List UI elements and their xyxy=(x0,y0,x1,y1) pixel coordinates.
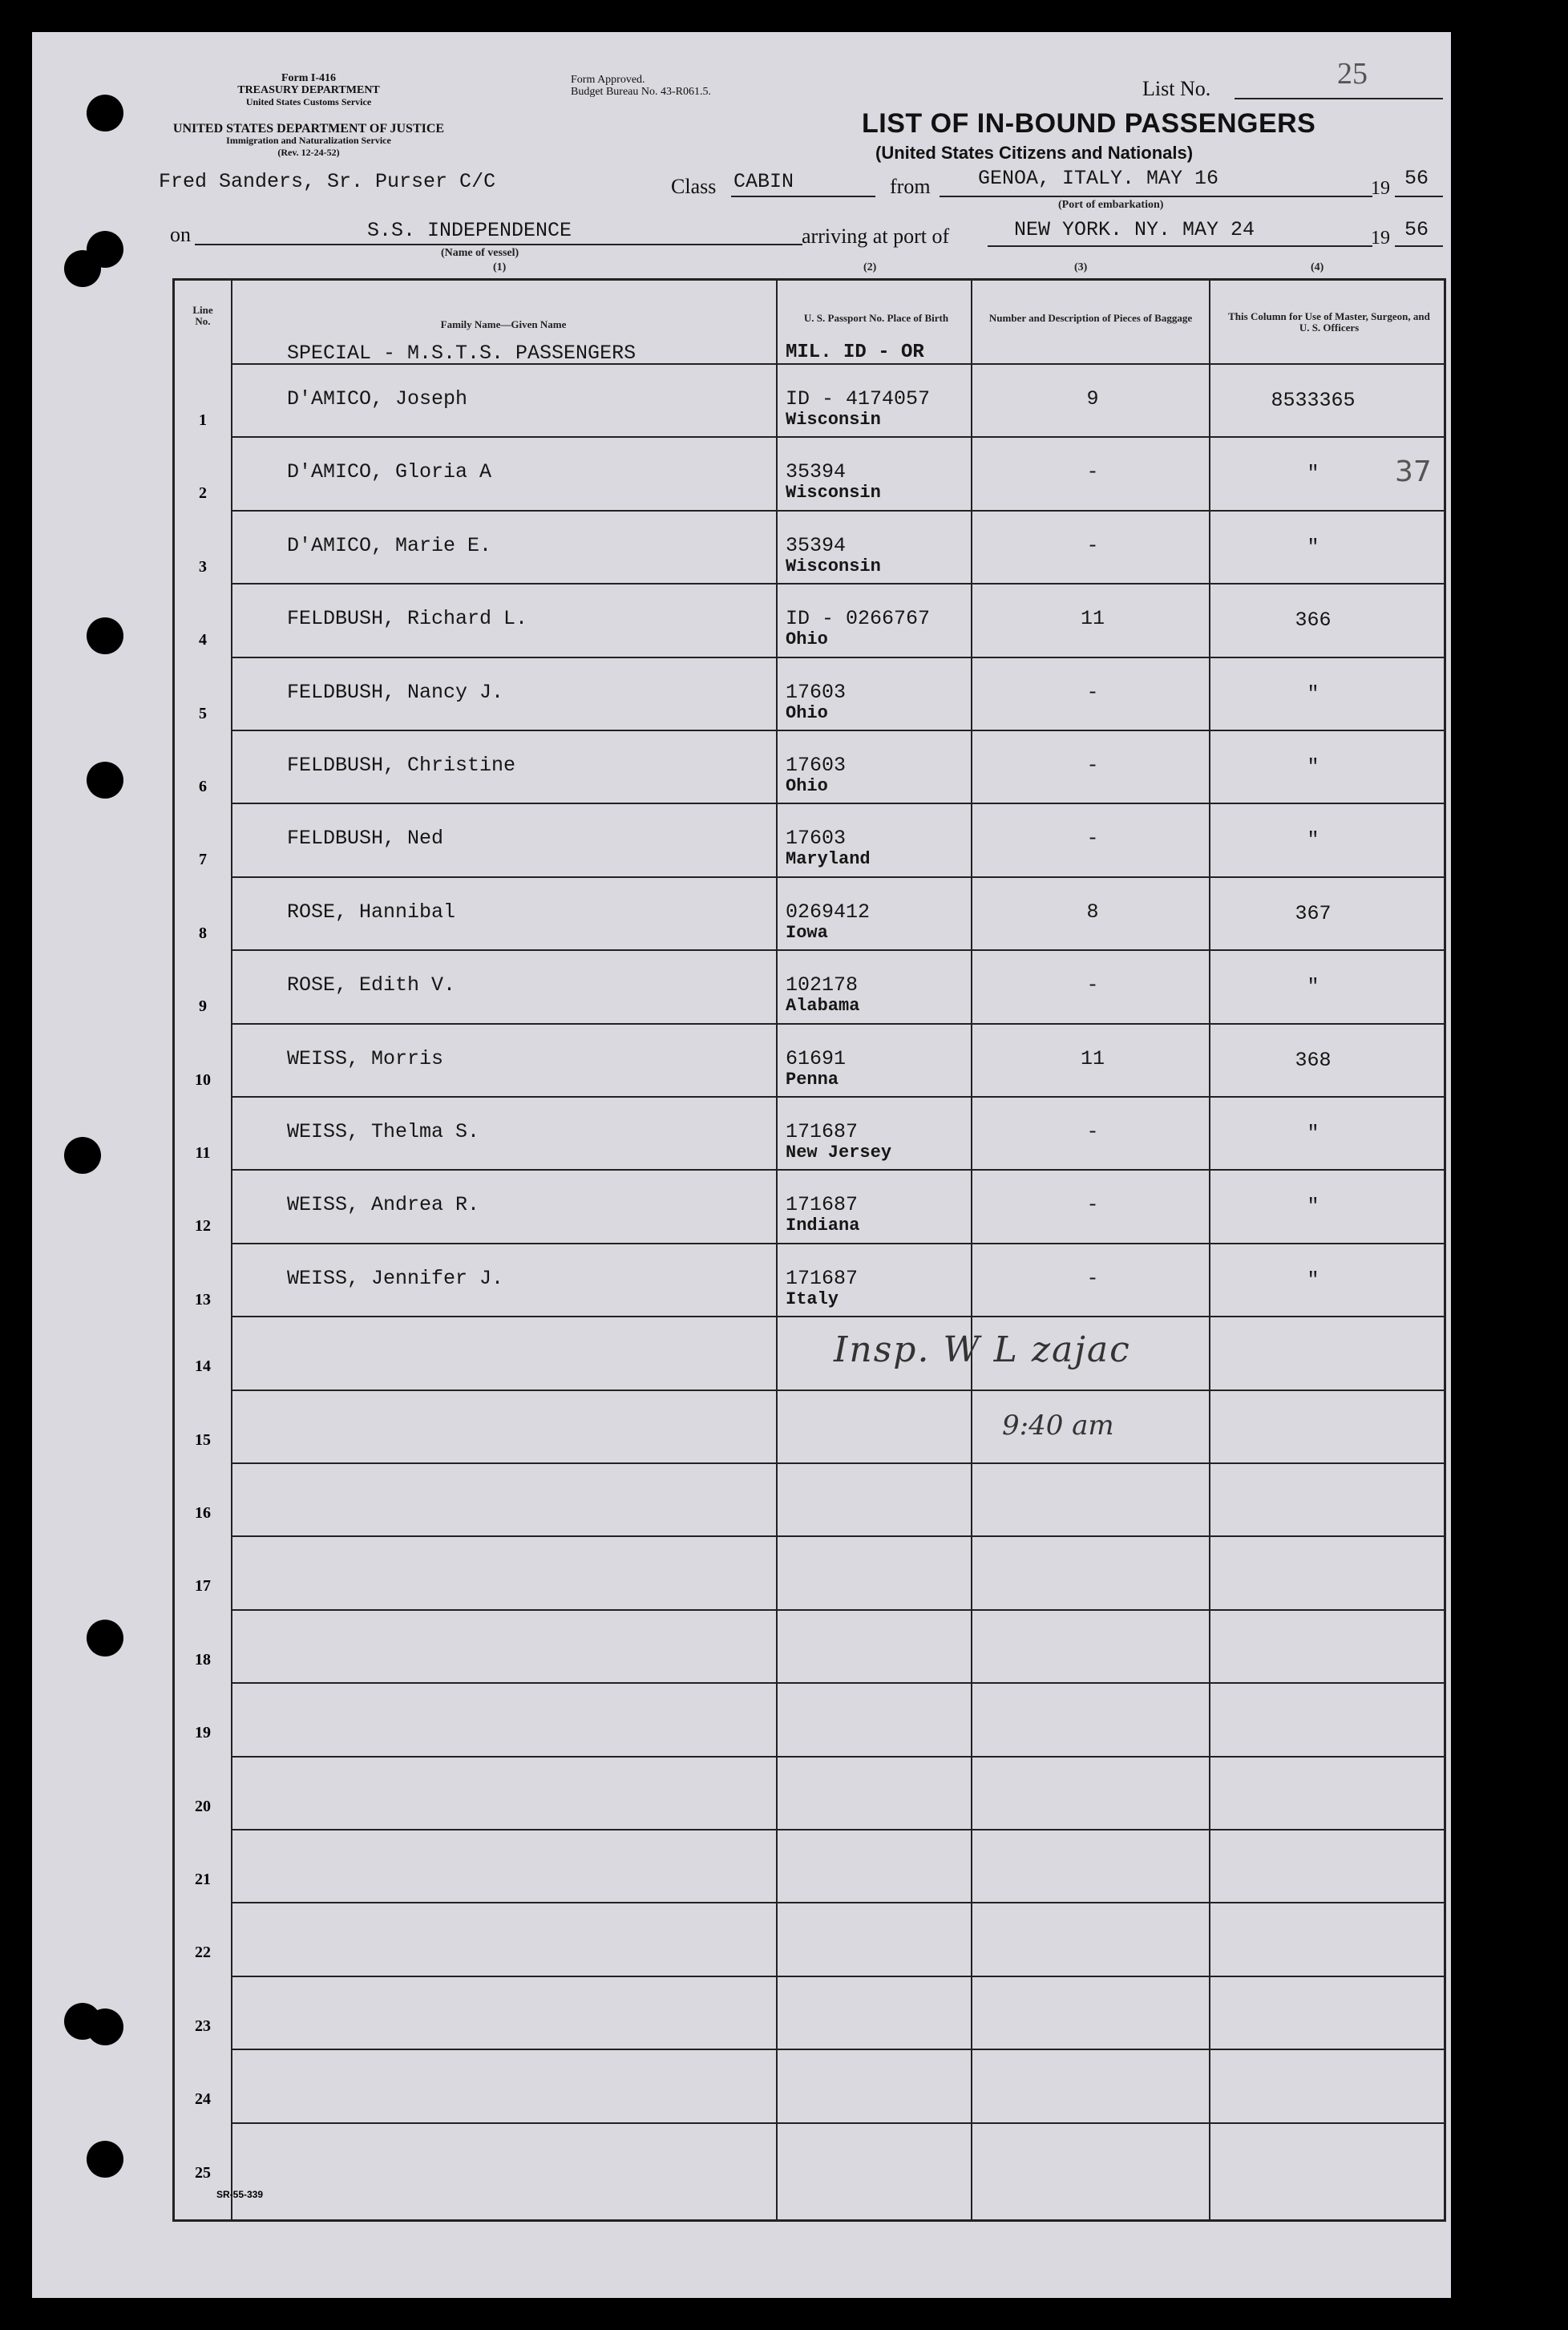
inspector-signature: Insp. W L zajac xyxy=(834,1329,1131,1370)
passenger-name: WEISS, Andrea R. xyxy=(287,1193,480,1217)
line-number: 17 xyxy=(195,1577,211,1596)
table-row xyxy=(175,1462,1444,1535)
col-num-1: (1) xyxy=(493,261,507,273)
table-row xyxy=(175,803,1444,876)
embarkation-value: GENOA, ITALY. MAY 16 xyxy=(978,167,1219,190)
purser-name: Fred Sanders, Sr. Purser C/C xyxy=(159,170,496,193)
from-underline xyxy=(940,196,1372,197)
vessel-underline xyxy=(195,244,802,245)
passenger-name: ROSE, Hannibal xyxy=(287,900,456,924)
table-row xyxy=(175,436,1444,509)
col-header-passport: U. S. Passport No. Place of Birth xyxy=(803,312,949,324)
line-number: 6 xyxy=(199,778,207,795)
officer-note: " xyxy=(1307,755,1319,779)
table-row xyxy=(175,1023,1444,1096)
from-label: from xyxy=(890,175,931,198)
line-number: 14 xyxy=(195,1357,211,1376)
punch-hole xyxy=(87,1620,123,1656)
form-code: SR-55-339 xyxy=(216,2189,264,2200)
passport-id: 171687 xyxy=(786,1193,859,1217)
place-of-birth: Wisconsin xyxy=(786,556,881,576)
place-of-birth: Penna xyxy=(786,1069,839,1090)
passport-id: 102178 xyxy=(786,973,859,997)
table-row xyxy=(175,2049,1444,2122)
table-row xyxy=(175,1756,1444,1829)
vessel-caption: (Name of vessel) xyxy=(441,247,519,259)
passenger-name: FELDBUSH, Christine xyxy=(287,754,516,777)
officer-note: " xyxy=(1307,462,1319,486)
passenger-name: FELDBUSH, Ned xyxy=(287,827,444,851)
line-number: 13 xyxy=(195,1290,211,1309)
table-row xyxy=(175,1390,1444,1462)
treasury-label: TREASURY DEPARTMENT xyxy=(237,84,380,96)
officer-note: " xyxy=(1307,1122,1319,1145)
line-number: 12 xyxy=(195,1217,211,1236)
col-num-3: (3) xyxy=(1074,261,1088,273)
justice-label: UNITED STATES DEPARTMENT OF JUSTICE xyxy=(172,122,445,136)
passenger-table xyxy=(172,278,1446,2222)
baggage-count: 11 xyxy=(1080,1046,1105,1070)
officer-note: " xyxy=(1307,682,1319,706)
col-header-officers: This Column for Use of Master, Surgeon, and U. S. Officers xyxy=(1228,310,1430,334)
col-header-name: Family Name—Given Name xyxy=(440,318,567,330)
port-embark-caption: (Port of embarkation) xyxy=(1058,199,1164,211)
line-number: 5 xyxy=(199,704,207,722)
margin-number: 37 xyxy=(1395,455,1432,488)
passport-id: 17603 xyxy=(786,754,847,777)
punch-hole xyxy=(87,2008,123,2045)
passport-id: 0269412 xyxy=(786,900,871,924)
officer-note: 367 xyxy=(1295,901,1332,925)
table-row xyxy=(175,1316,1444,1389)
passport-id: 171687 xyxy=(786,1120,859,1143)
table-row xyxy=(175,876,1444,949)
table-row xyxy=(175,1682,1444,1755)
line-number: 21 xyxy=(195,1871,211,1888)
table-row xyxy=(175,363,1444,436)
arriving-value: NEW YORK. NY. MAY 24 xyxy=(1014,218,1255,241)
passenger-name: FELDBUSH, Richard L. xyxy=(287,607,528,631)
budget-bureau: Budget Bureau No. 43-R061.5. xyxy=(571,86,711,98)
table-row xyxy=(175,510,1444,583)
baggage-count: - xyxy=(1086,1266,1099,1290)
place-of-birth: Iowa xyxy=(786,922,828,943)
line-number: 8 xyxy=(199,924,207,942)
list-no-label: List No. xyxy=(1142,77,1211,100)
passport-id: 35394 xyxy=(786,460,847,484)
line-number: 23 xyxy=(195,2017,211,2035)
year-underline-2 xyxy=(1395,245,1443,247)
punch-hole xyxy=(87,762,123,799)
passport-id: 61691 xyxy=(786,1046,847,1070)
officer-note: 368 xyxy=(1295,1048,1332,1072)
form-approved: Form Approved. xyxy=(571,74,645,86)
class-underline xyxy=(731,196,875,197)
officer-note: " xyxy=(1307,975,1319,999)
vessel-name: S.S. INDEPENDENCE xyxy=(367,219,572,242)
line-number: 1 xyxy=(199,411,207,429)
line-number: 4 xyxy=(199,631,207,649)
col-num-4: (4) xyxy=(1311,261,1324,273)
form-page xyxy=(32,32,1451,2298)
place-of-birth: Ohio xyxy=(786,702,828,723)
passport-id: ID - 0266767 xyxy=(786,607,931,631)
place-of-birth: Indiana xyxy=(786,1216,860,1236)
agency-block xyxy=(184,72,433,108)
year-underline xyxy=(1395,196,1443,197)
page-subtitle: (United States Citizens and Nationals) xyxy=(875,143,1194,163)
line-number: 24 xyxy=(195,2090,211,2109)
baggage-count: - xyxy=(1086,680,1099,704)
officer-note: 366 xyxy=(1295,609,1332,633)
arriving-label: arriving at port of xyxy=(802,225,950,248)
table-row xyxy=(175,730,1444,803)
table-row xyxy=(175,1535,1444,1608)
list-no-underline xyxy=(1235,98,1443,99)
year-prefix-2: 19 xyxy=(1371,228,1390,249)
table-row xyxy=(175,657,1444,730)
baggage-count: - xyxy=(1086,827,1099,851)
officer-note: " xyxy=(1307,1195,1319,1219)
punch-hole xyxy=(87,617,123,654)
officer-note: 8533365 xyxy=(1271,389,1356,412)
baggage-count: 11 xyxy=(1080,607,1105,631)
table-row xyxy=(175,1902,1444,1975)
line-number: 11 xyxy=(195,1144,211,1162)
arriving-underline xyxy=(988,245,1372,247)
inspection-time: 9:40 am xyxy=(1002,1410,1114,1442)
place-of-birth: Maryland xyxy=(786,849,871,870)
table-row xyxy=(175,1243,1444,1316)
table-row xyxy=(175,1096,1444,1169)
passport-id: 35394 xyxy=(786,533,847,557)
baggage-count: - xyxy=(1086,460,1099,484)
place-of-birth: Ohio xyxy=(786,776,828,796)
line-number: 9 xyxy=(199,997,207,1016)
line-number: 19 xyxy=(195,1724,211,1742)
on-label: on xyxy=(170,223,191,246)
list-no-value: 25 xyxy=(1337,57,1368,91)
punch-hole xyxy=(64,1137,101,1174)
passenger-name: WEISS, Thelma S. xyxy=(287,1120,480,1143)
passenger-name: WEISS, Jennifer J. xyxy=(287,1266,504,1290)
line-number: 18 xyxy=(195,1650,211,1669)
passport-id: ID - 4174057 xyxy=(786,387,931,411)
baggage-count: - xyxy=(1086,973,1099,997)
passenger-name: ROSE, Edith V. xyxy=(287,973,456,997)
table-row xyxy=(175,1169,1444,1242)
line-number: 10 xyxy=(195,1070,211,1089)
passport-id: 17603 xyxy=(786,680,847,704)
place-of-birth: Wisconsin xyxy=(786,483,881,504)
place-of-birth: Alabama xyxy=(786,996,860,1017)
baggage-count: 9 xyxy=(1086,387,1099,411)
passenger-name: WEISS, Morris xyxy=(287,1046,444,1070)
class-value: CABIN xyxy=(733,170,794,193)
justice-block xyxy=(164,123,453,159)
col-header-line-no: Line No. xyxy=(192,304,213,327)
year-value: 56 xyxy=(1404,167,1429,190)
table-row xyxy=(175,1976,1444,2049)
table-row xyxy=(175,583,1444,656)
passenger-name: D'AMICO, Gloria A xyxy=(287,460,492,484)
line-number: 7 xyxy=(199,851,207,869)
punch-hole xyxy=(87,95,123,131)
page-title: LIST OF IN-BOUND PASSENGERS xyxy=(862,108,1316,139)
punch-hole xyxy=(64,250,101,287)
place-of-birth: Wisconsin xyxy=(786,410,881,430)
baggage-count: - xyxy=(1086,754,1099,777)
place-of-birth: New Jersey xyxy=(786,1143,892,1163)
passenger-name: D'AMICO, Marie E. xyxy=(287,533,492,557)
baggage-count: 8 xyxy=(1086,900,1099,924)
col-num-2: (2) xyxy=(863,261,877,273)
col-header-baggage: Number and Description of Pieces of Baggage xyxy=(988,312,1193,324)
col-subheader-name: SPECIAL - M.S.T.S. PASSENGERS xyxy=(287,342,636,365)
officer-note: " xyxy=(1307,1268,1319,1292)
col-subheader-passport: MIL. ID - OR xyxy=(786,342,924,363)
line-number: 15 xyxy=(195,1430,211,1449)
table-row xyxy=(175,2122,1444,2195)
line-number: 2 xyxy=(199,484,207,503)
line-number: 25 xyxy=(195,2163,211,2182)
table-row xyxy=(175,1829,1444,1902)
passport-id: 171687 xyxy=(786,1266,859,1290)
line-number: 22 xyxy=(195,1944,211,1962)
passport-id: 17603 xyxy=(786,827,847,851)
approval-block xyxy=(571,74,711,98)
place-of-birth: Italy xyxy=(786,1288,839,1309)
table-row xyxy=(175,949,1444,1022)
officer-note: " xyxy=(1307,535,1319,559)
place-of-birth: Ohio xyxy=(786,629,828,650)
line-number: 3 xyxy=(199,557,207,576)
form-number: Form I-416 xyxy=(281,72,337,84)
baggage-count: - xyxy=(1086,533,1099,557)
table-row xyxy=(175,1609,1444,1682)
year-value-2: 56 xyxy=(1404,218,1429,241)
officer-note: " xyxy=(1307,828,1319,852)
baggage-count: - xyxy=(1086,1120,1099,1143)
ins-label: Immigration and Naturalization Service xyxy=(226,135,391,146)
year-prefix: 19 xyxy=(1371,178,1390,199)
baggage-count: - xyxy=(1086,1193,1099,1217)
passenger-name: FELDBUSH, Nancy J. xyxy=(287,680,504,704)
line-number: 16 xyxy=(195,1504,211,1522)
line-number: 20 xyxy=(195,1797,211,1815)
class-label: Class xyxy=(671,175,717,198)
revision-label: (Rev. 12-24-52) xyxy=(277,147,340,158)
customs-label: United States Customs Service xyxy=(245,96,372,107)
passenger-name: D'AMICO, Joseph xyxy=(287,387,468,411)
punch-hole xyxy=(87,2141,123,2178)
